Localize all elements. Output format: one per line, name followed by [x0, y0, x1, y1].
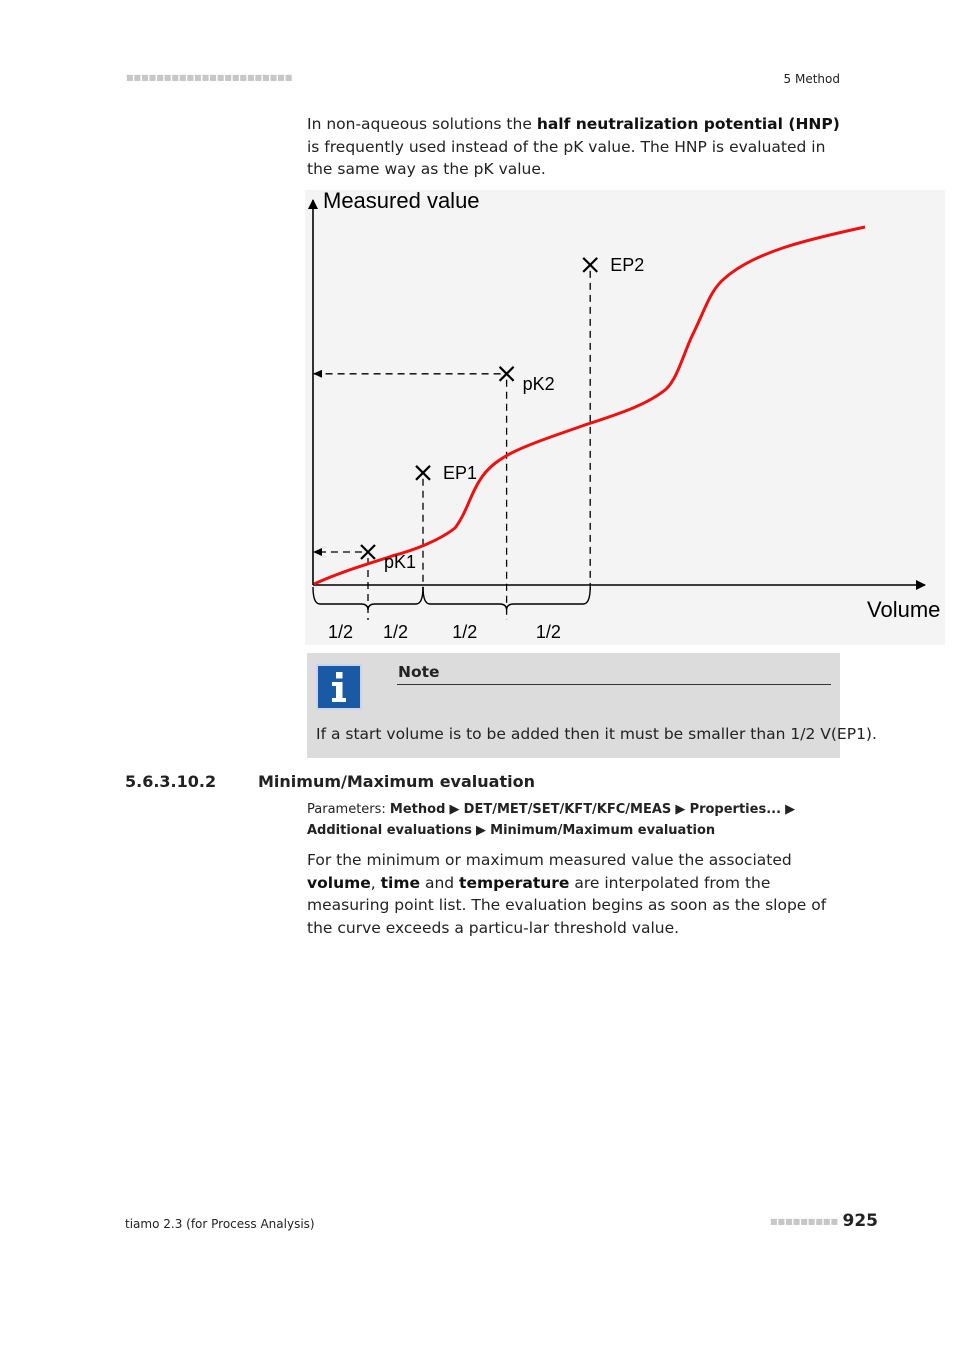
para2-text-3: and	[420, 873, 460, 892]
intro-term-hnp: half neutralization potential (HNP)	[536, 115, 840, 133]
note-title: Note	[398, 663, 440, 681]
params-item-properties: Properties...	[689, 802, 782, 817]
term-temperature: temperature	[459, 873, 570, 892]
params-sep-2: ▶	[671, 802, 690, 817]
params-item-method: Method	[389, 802, 446, 817]
params-prefix: Parameters:	[307, 802, 390, 817]
half-label: 1/2	[327, 622, 354, 642]
x-axis-label: Volume	[867, 597, 941, 622]
term-volume: volume	[307, 873, 371, 892]
note-text: If a start volume is to be added then it must be smaller than 1/2 V(EP1).	[316, 725, 877, 743]
point-label-pk1: pK1	[384, 552, 417, 572]
point-label-ep2: EP2	[610, 254, 645, 275]
point-label-ep1: EP1	[443, 462, 478, 483]
params-item-minmax: Minimum/Maximum evaluation	[490, 823, 716, 838]
parameters-path	[307, 799, 842, 841]
params-sep-3: ▶	[781, 802, 796, 817]
note-divider	[397, 684, 831, 685]
para2-text-4: are interpolated from the measuring point list. The evaluation begins as soon as the slope of the curve exceeds a particu-lar threshold value.	[307, 873, 827, 937]
footer-decoration: ■■■■■■■■■	[770, 1217, 839, 1226]
half-label: 1/2	[535, 622, 561, 642]
titration-curve-svg	[305, 190, 945, 645]
evaluation-paragraph	[307, 849, 842, 939]
header-decoration: ■■■■■■■■■■■■■■■■■■■■■■	[126, 73, 293, 82]
para2-text-1: For the minimum or maximum measured value the associated	[307, 851, 792, 869]
footer-product: tiamo 2.3 (for Process Analysis)	[125, 1217, 315, 1231]
chapter-title: 5 Method	[783, 72, 840, 86]
info-glyph	[329, 671, 349, 703]
params-item-additional: Additional evaluations	[307, 823, 472, 838]
half-label: 1/2	[452, 622, 478, 642]
para2-text-2: ,	[370, 873, 381, 892]
params-sep-1: ▶	[445, 802, 464, 817]
y-axis-label: Measured value	[323, 190, 480, 213]
info-icon	[316, 664, 362, 710]
note-box	[307, 653, 877, 758]
params-item-commands: DET/MET/SET/KFT/KFC/MEAS	[463, 802, 672, 817]
page-number: 925	[842, 1211, 878, 1231]
section-title: Minimum/Maximum evaluation	[258, 772, 535, 791]
titration-curve-figure	[305, 190, 945, 645]
term-time: time	[380, 873, 421, 892]
point-label-pk2: pK2	[522, 373, 555, 394]
intro-paragraph	[307, 113, 842, 181]
half-label: 1/2	[382, 622, 409, 642]
intro-text-2: is frequently used instead of the pK value. The HNP is evaluated in the same way as the pK value.	[307, 137, 826, 179]
intro-text-1: In non-aqueous solutions the	[307, 115, 537, 133]
params-sep-4: ▶	[471, 823, 491, 838]
section-number: 5.6.3.10.2	[125, 772, 217, 791]
